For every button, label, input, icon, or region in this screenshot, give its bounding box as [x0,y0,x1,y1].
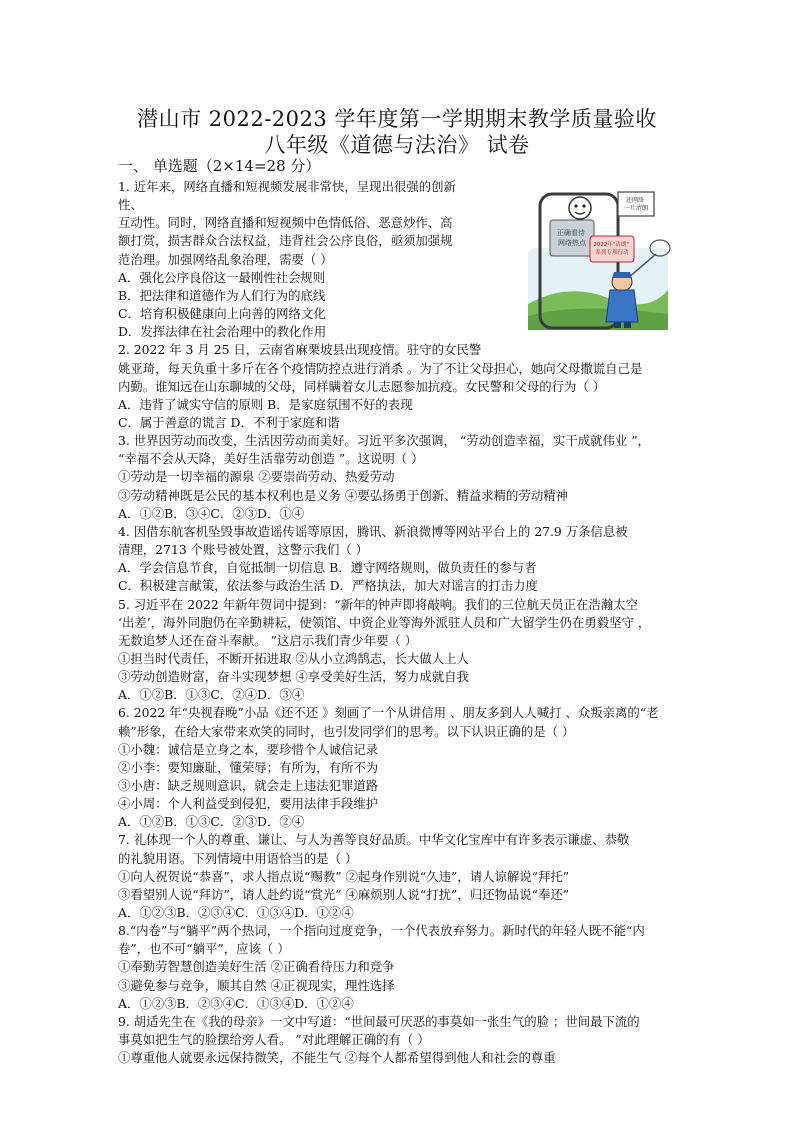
flag-line-2: 一片清朗 [623,205,649,212]
text-line: ①劳动是一切幸福的源泉 ②要崇尚劳动、热爱劳动 [118,469,395,485]
text-line: 性、 [118,197,143,213]
text-line: 3. 世界因劳动而改变，生活因劳动而美好。习近平多次强调， “劳动创造幸福，实干成就伟业 ”， [118,433,650,449]
cartoon-illustration [518,186,678,334]
exam-subtitle: 八年级《道德与法治》 试卷 [264,133,530,157]
text-line: ①尊重他人就要永远保持微笑，不能生气 ②每个人都希望得到他人和社会的尊重 [118,1050,556,1066]
text-line: 1. 近年来，网络直播和短视频发展非常快，呈现出很强的创新 [118,179,456,194]
board-line-1: 正确看待 [556,229,585,237]
text-line: 事莫如把生气的脸摆给旁人看。 ”对此理解正确的有（ ） [118,1032,430,1047]
text-line: ①奉勤劳智慧创造美好生活 ②正确看待压力和竞争 [118,959,395,975]
text-line: B．把法律和道德作为人们行为的底线 [118,287,326,303]
text-line: 范治理。加强网络乱象治理，需要（ ） [118,251,333,267]
text-line: 6. 2022 年“央视春晚”小品《还不还 》刻画了一个从讲信用 、朋友多到人人喊打 、众叛亲离的“老 [118,705,659,721]
text-line: ①担当时代责任，不断开拓进取 ②从小立鸿鹄志，长大做人上人 [118,650,469,666]
text-line: A．①②B．①③C．②③D．②④ [118,814,305,830]
text-line: A．①②③B．②③④C．①③④D．①②④ [118,995,354,1011]
text-line: 8.“内卷”与“躺平”两个热词，一个指向过度竞争，一个代表放弃努力。新时代的年轻人既不能“内 [118,923,645,939]
text-line: 内勤。谁知远在山东聊城的父母，同样瞒着女儿志愿参加抗疫。女民警和父母的行为（ ） [118,378,606,394]
text-line: A．强化公序良俗这一最刚性社会规则 [118,269,326,285]
officer-cap [612,272,632,278]
character-head [569,197,591,219]
text-line: A．①②B．①③C．②④D．③④ [118,687,305,703]
flag-line-1: 还网络 [626,197,645,204]
text-line: 的礼貌用语。下列情境中用语恰当的是（ ） [118,850,358,866]
text-line: ①小魏：诚信是立身之本，要珍惜个人诚信记录 [118,741,379,757]
sign-line-2: 系列专项行动 [595,250,629,256]
text-line: ④小周：个人利益受到侵犯，要用法律手段维护 [118,796,379,812]
text-line: A．①②③B．②③④C．①③④D．①②④ [118,905,354,920]
text-line: 7. 礼体现一个人的尊重、谦让、与人为善等良好品质。中华文化宝库中有许多表示谦虚、恭敬 [118,832,630,848]
text-line: 5. 习近平在 2022 年新年贺词中提到：“新年的钟声即将敲响。我们的三位航天员正在浩瀚太空 [118,596,638,612]
text-line: A．学会信息节食，自觉抵制一切信息 B．遵守网络规则，做负责任的参与者 [118,560,537,576]
text-line: ③劳动精神既是公民的基本权利也是义务 ④要弘扬勇于创新、精益求精的劳动精神 [118,487,569,503]
sign-shape [590,236,634,262]
exam-title: 潜山市 2022-2023 学年度第一学期期末教学质量验收 [137,107,657,131]
text-line: 卷”，也不可“躺平”，应该（ ） [118,941,290,957]
text-line: ①向人祝贺说“恭喜”，求人指点说“赐教” ②起身作别说“久违”，请人谅解说“拜托” [118,868,570,884]
officer-body [606,290,638,322]
text-line: ‘出差’，海外同胞仍在辛勤耕耘，使领馆、中资企业等海外派驻人员和广大留学生仍在勇毅坚守 ， [118,614,651,630]
character-eye [574,204,577,207]
text-line: 4. 因借东航客机坠毁事故造谣传谣等原因，腾讯、新浪微博等网站平台上的 27.9 万条信息被 [118,523,628,539]
text-line: C．培育积极健康向上向善的网络文化 [118,306,326,321]
text-line: ③看望别人说“拜访”，请人赴约说“赏光” ④麻烦别人说“打扰”，归还物品说“奉还” [118,886,570,902]
text-line: 姚亚琦，每天负重十多斤在各个疫情防控点进行消杀 。为了不让父母担心，她向父母撒谎自己是 [118,360,643,376]
text-line: ③避免参与竞争，顺其自然 ④正视现实，理性选择 [118,977,395,993]
board-shape [550,220,594,256]
sign-line-1: 2022年"清朗" [593,242,629,248]
character-eye [582,204,585,207]
section-heading: 一、 单选题（2×14=28 分） [118,157,321,175]
officer-leg [624,322,631,328]
text-line: 额打赏，损害群众合法权益，违背社会公序良俗，亟须加强规 [118,233,453,249]
text-line: D．发挥法律在社会治理中的教化作用 [118,324,327,340]
text-line: ②小李：要知廉耻，懂荣辱；有所为，有所不为 [118,759,379,775]
text-line: “幸福不会从天降，美好生活靠劳动创造 ”。这说明（ ） [118,451,424,467]
text-line: C．积极建言献策，依法参与政治生活 D．严格执法，加大对谣言的打击力度 [118,578,538,594]
text-line: 2. 2022 年 3 月 25 日，云南省麻栗坡县出现疫情。驻守的女民警 [118,342,482,358]
text-line: 无数追梦人还在奋斗奉献。 ”这启示我们青少年要（ ） [118,632,418,648]
text-line: 互动性。同时，网络直播和短视频中色情低俗、恶意炒作、高 [118,215,453,231]
text-line: 赖”形象，在给大家带来欢笑的同时，也引发同学们的思考。以下认识正确的是（ ） [118,723,575,739]
text-line: ③劳动创造财富，奋斗实现梦想 ④享受美好生活，努力成就自我 [118,669,469,684]
text-line: A．①②B．③④C．②③D．①④ [118,505,305,521]
board-line-2: 网络热点 [558,239,586,247]
text-line: C．属于善意的谎言 D．不利于家庭和谐 [118,414,340,430]
text-line: ③小唐：缺乏规则意识，就会走上违法犯罪道路 [118,777,379,793]
officer-leg [614,322,621,328]
text-line: 9. 胡适先生在《我的母亲》一文中写道：“世间最可厌恶的事莫如一张生气的脸 ；世间最下流的 [118,1013,640,1029]
text-line: 清理，2713 个账号被处置，这警示我们（ ） [118,542,369,557]
text-line: A．违背了诚实守信的原则 B．是家庭氛围不好的表现 [118,396,413,412]
flag-shape [618,192,654,216]
